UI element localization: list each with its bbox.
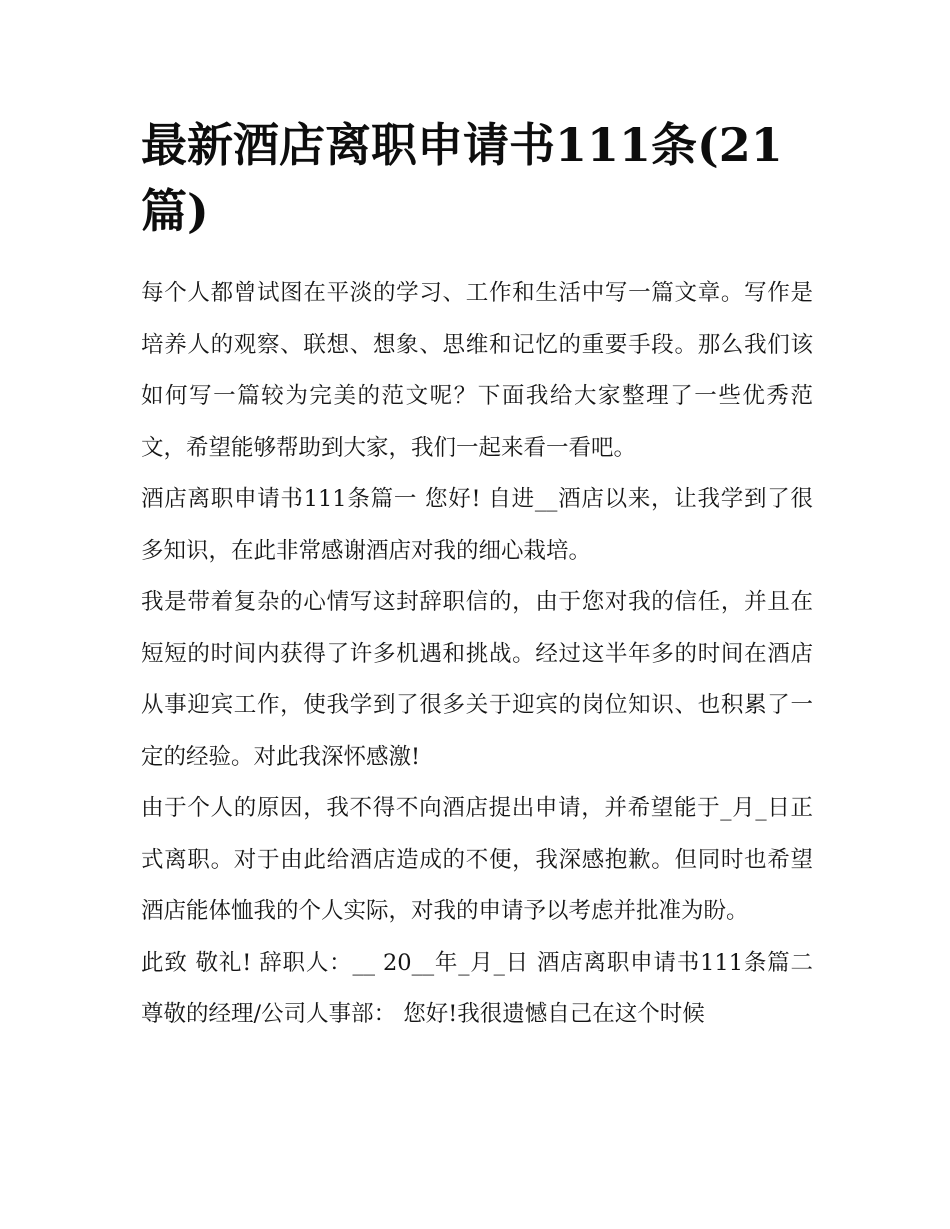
paragraph-gratitude: 我是带着复杂的心情写这封辞职信的，由于您对我的信任，并且在短短的时间内获得了许多机遇和挑战。经过这半年多的时间在酒店从事迎宾工作，使我学到了很多关于迎宾的岗位知识、也积累了一定的经验。对此我深怀感激!	[141, 589, 813, 770]
document-title: 最新酒店离职申请书111条(21篇)	[141, 118, 783, 238]
paragraph-intro: 每个人都曾试图在平淡的学习、工作和生活中写一篇文章。写作是培养人的观察、联想、想象、思维和记忆的重要手段。那么我们该如何写一篇较为完美的范文呢？下面我给大家整理了一些优秀范文，希望能够帮助到大家，我们一起来看一看吧。	[141, 280, 813, 461]
document-body	[141, 112, 813, 1041]
paragraph-closing-and-letter-two: 此致 敬礼! 辞职人：__ 20__年_月_日 酒店离职申请书111条篇二 尊敬的经理/公司人事部： 您好!我很遗憾自己在这个时候	[141, 949, 813, 1027]
paragraph-resignation-request: 由于个人的原因，我不得不向酒店提出申请，并希望能于_月_日正式离职。对于由此给酒店造成的不便，我深感抱歉。但同时也希望酒店能体恤我的个人实际，对我的申请予以考虑并批准为盼。	[141, 795, 813, 924]
paragraph-letter-one-opening: 酒店离职申请书111条篇一 您好! 自进__酒店以来，让我学到了很多知识，在此非常感谢酒店对我的细心栽培。	[141, 486, 813, 564]
